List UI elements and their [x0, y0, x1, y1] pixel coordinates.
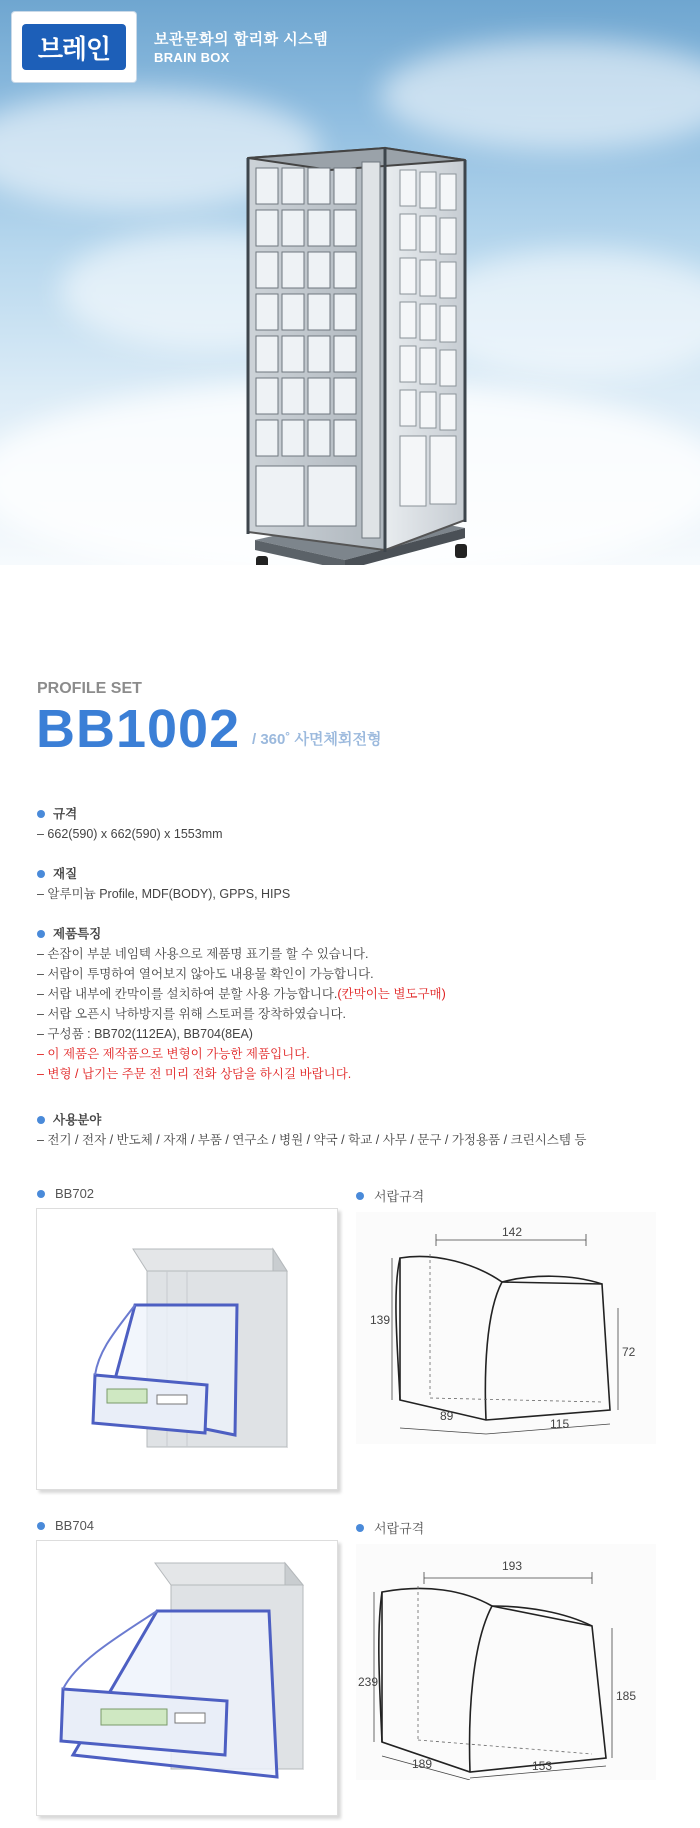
spec-features-heading [37, 924, 446, 944]
dim-left: 239 [358, 1675, 379, 1689]
spec-usage-heading [37, 1110, 586, 1130]
model-number: BB1002 [36, 699, 241, 759]
model-subtitle: / 360˚ 사면체회전형 [252, 731, 382, 748]
dimension-diagram [356, 1212, 656, 1444]
dim-label-bb704 [356, 1518, 424, 1537]
drawer-dimension-bb702 [356, 1212, 656, 1444]
drawer-dimension-bb704 [356, 1544, 656, 1780]
bullet-icon [37, 930, 45, 938]
series-label: PROFILE SET [37, 680, 142, 697]
spec-usage-title: 사용분야 [53, 1113, 102, 1127]
drawer-photo-bb702 [36, 1208, 338, 1490]
spec-material-title: 재질 [53, 867, 78, 881]
usage-line: – 전기 / 전자 / 반도체 / 자재 / 부품 / 연구소 / 병원 / 약국 / 학교 / 사무 / 문구 / 가정용품 / 크린시스템 등 [37, 1133, 587, 1147]
dim-bottom-right: 153 [532, 1759, 553, 1773]
spec-size-title: 규격 [53, 807, 78, 821]
feature-line: – 구성품 : BB702(112EA), BB704(8EA) [37, 1027, 253, 1041]
dim-title: 서랍규격 [374, 1189, 425, 1204]
dimension-diagram [356, 1544, 656, 1780]
spec-size [37, 804, 223, 844]
bullet-icon [37, 810, 45, 818]
logo-mark: 브레인 [22, 24, 126, 70]
feature-warning: – 변형 / 납기는 주문 전 미리 전화 상담을 하시길 바랍니다. [37, 1067, 352, 1081]
spec-material-value: – 알루미늄 Profile, MDF(BODY), GPPS, HIPS [37, 887, 291, 901]
bullet-icon [37, 870, 45, 878]
spec-features-title: 제품특징 [53, 927, 102, 941]
bullet-icon [37, 1116, 45, 1124]
spec-size-value: – 662(590) x 662(590) x 1553mm [37, 827, 223, 841]
drawer-illustration [37, 1541, 338, 1816]
feature-line: – 서랍 오픈시 낙하방지를 위해 스토퍼를 장착하였습니다. [37, 1007, 346, 1021]
dim-bottom-left: 89 [440, 1409, 454, 1423]
feature-line: – 서랍이 투명하여 열어보지 않아도 내용물 확인이 가능합니다. [37, 967, 374, 981]
spec-material-heading [37, 864, 290, 884]
feature-warning: – 이 제품은 제작품으로 변형이 가능한 제품입니다. [37, 1047, 310, 1061]
hero-banner [0, 0, 700, 565]
feature-line: – 손잡이 부분 네임텍 사용으로 제품명 표기를 할 수 있습니다. [37, 947, 369, 961]
drawer-label-bb702 [37, 1186, 94, 1201]
drawer-photo-bb704 [36, 1540, 338, 1816]
feature-note: (칸막이는 별도구매) [337, 987, 446, 1001]
spec-usage [37, 1110, 586, 1150]
dim-right: 185 [616, 1689, 637, 1703]
dim-left: 139 [370, 1313, 391, 1327]
dim-bottom-left: 189 [412, 1757, 433, 1771]
spec-size-heading [37, 804, 223, 824]
dim-right: 72 [622, 1345, 636, 1359]
header-title: 보관문화의 합리화 시스템 [154, 31, 329, 48]
drawer-label-bb704 [37, 1518, 94, 1533]
header-subtitle: BRAIN BOX [154, 50, 230, 65]
bullet-icon [356, 1524, 364, 1532]
drawer-model: BB704 [55, 1518, 95, 1533]
spec-features [37, 924, 446, 1084]
dim-top: 193 [502, 1559, 523, 1573]
drawer-illustration [37, 1209, 338, 1490]
feature-line [37, 984, 446, 1004]
bullet-icon [37, 1522, 45, 1530]
dim-title: 서랍규격 [374, 1521, 425, 1536]
bullet-icon [37, 1190, 45, 1198]
drawer-model: BB702 [55, 1186, 95, 1201]
spec-material [37, 864, 290, 904]
tower-illustration [0, 0, 700, 565]
bullet-icon [356, 1192, 364, 1200]
dim-label-bb702 [356, 1186, 424, 1205]
feature-text: – 서랍 내부에 칸막이를 설치하여 분할 사용 가능합니다. [37, 987, 338, 1001]
dim-bottom-right: 115 [550, 1417, 570, 1431]
dim-top: 142 [502, 1225, 523, 1239]
